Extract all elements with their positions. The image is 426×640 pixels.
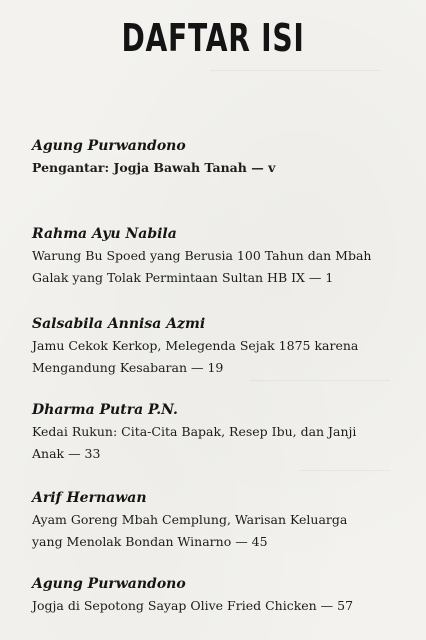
entry-author: Agung Purwandono: [32, 138, 186, 154]
entry-title-line: Warung Bu Spoed yang Berusia 100 Tahun dan Mbah: [32, 248, 372, 263]
entry-title-line: Anak — 33: [32, 446, 101, 461]
entry-title-line: Ayam Goreng Mbah Cemplung, Warisan Keluarga: [32, 512, 348, 527]
page-title: DAFTAR ISI: [121, 16, 305, 60]
show-through-mark: [210, 70, 380, 71]
entry-author: Rahma Ayu Nabila: [32, 226, 177, 242]
entry-author: Dharma Putra P.N.: [32, 402, 178, 418]
entry-title[interactable]: [32, 335, 412, 379]
entry-title-line: Pengantar: Jogja Bawah Tanah — v: [32, 160, 276, 175]
toc-entry: [32, 138, 412, 179]
entry-title[interactable]: [32, 595, 412, 617]
entry-title-line: Jamu Cekok Kerkop, Melegenda Sejak 1875 karena: [32, 338, 359, 353]
entry-title[interactable]: [32, 245, 412, 289]
show-through-mark: [250, 380, 390, 381]
show-through-mark: [300, 470, 390, 471]
entry-title[interactable]: [32, 157, 412, 179]
entry-author: Agung Purwandono: [32, 576, 186, 592]
entry-title-line: yang Menolak Bondan Winarno — 45: [32, 534, 268, 549]
entry-title[interactable]: [32, 421, 412, 465]
entry-title-line: Jogja di Sepotong Sayap Olive Fried Chicken — 57: [32, 598, 354, 613]
entry-title-line: Kedai Rukun: Cita-Cita Bapak, Resep Ibu, dan Janji: [32, 424, 357, 439]
toc-entry: [32, 576, 412, 617]
entry-title-line: Galak yang Tolak Permintaan Sultan HB IX — 1: [32, 270, 334, 285]
entry-author: Arif Hernawan: [32, 490, 147, 506]
toc-entry: [32, 226, 412, 289]
toc-entry: [32, 316, 412, 379]
entry-author: Salsabila Annisa Azmi: [32, 316, 206, 332]
toc-entry: [32, 402, 412, 465]
entry-title-line: Mengandung Kesabaran — 19: [32, 360, 224, 375]
toc-entry: [32, 490, 412, 553]
entry-title[interactable]: [32, 509, 412, 553]
